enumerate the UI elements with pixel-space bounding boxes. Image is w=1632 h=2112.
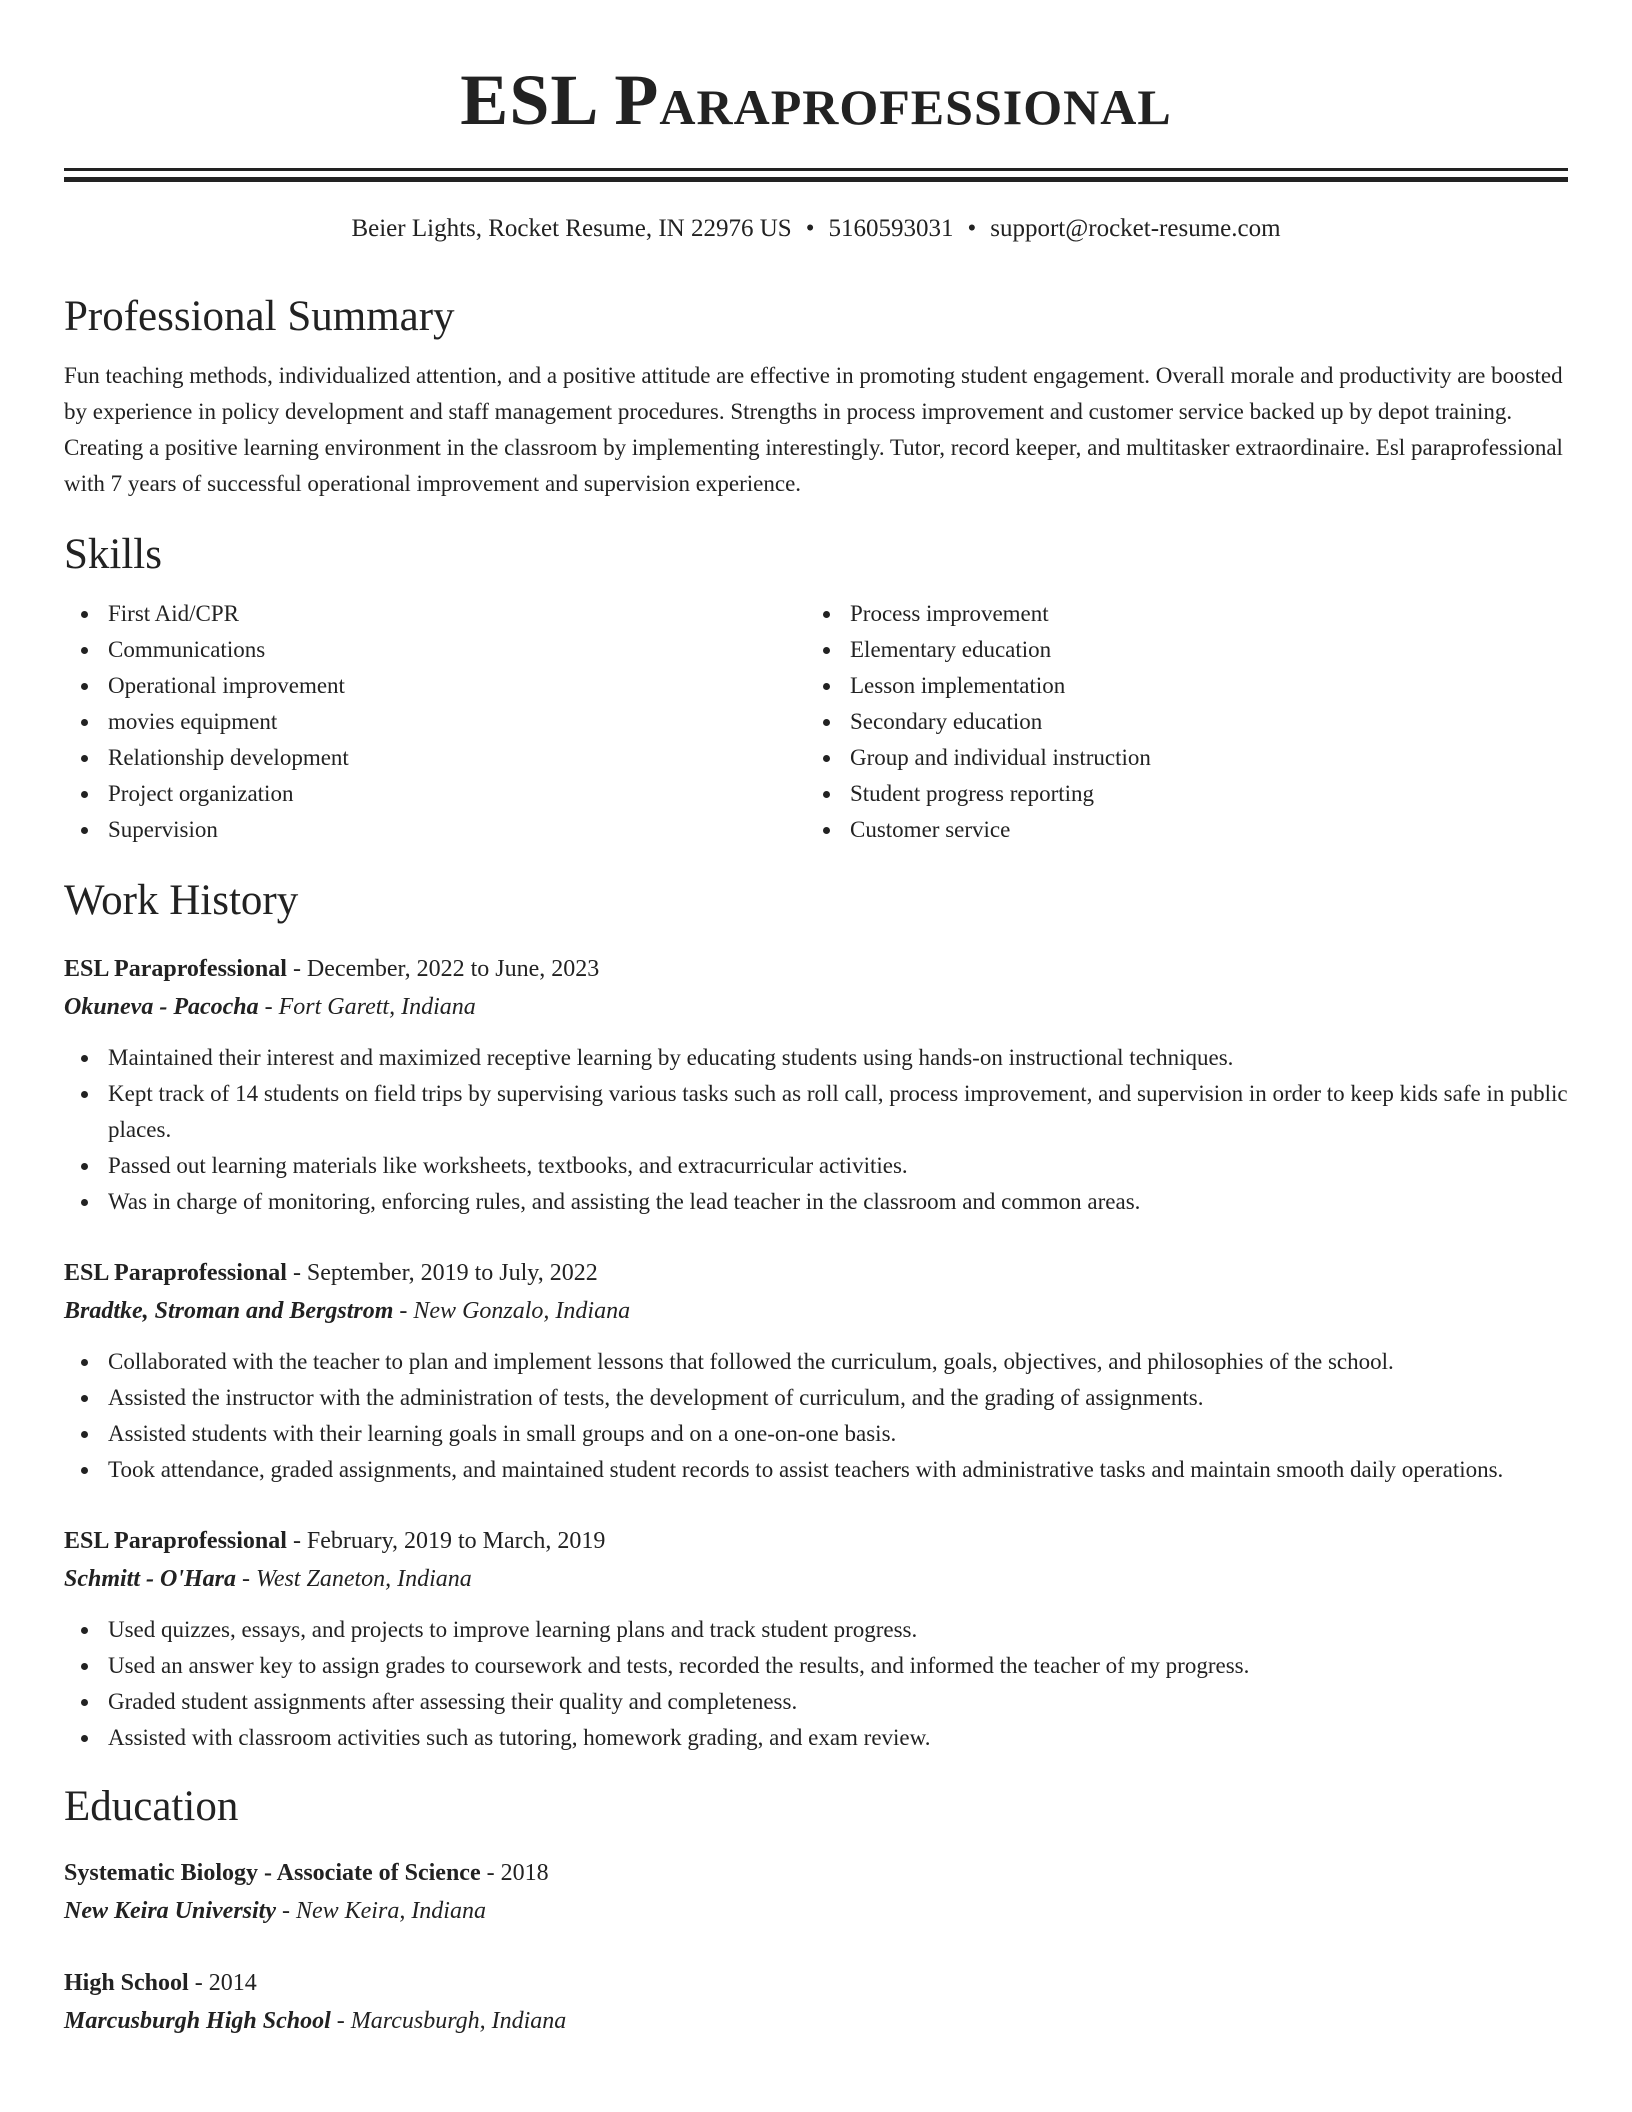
job-dates: - December, 2022 to June, 2023 xyxy=(286,956,600,982)
job-duty: Used an answer key to assign grades to coursework and tests, recorded the results, and informed the teacher of my progress. xyxy=(64,1648,1568,1684)
education-entry xyxy=(64,1964,1568,2040)
education-location: - New Keira, Indiana xyxy=(275,1898,486,1924)
job-title: ESL Paraprofessional xyxy=(64,956,287,982)
section-heading-work-history: Work History xyxy=(64,877,299,924)
job-dates: - February, 2019 to March, 2019 xyxy=(286,1528,606,1554)
job-company-line xyxy=(64,1560,1568,1598)
job-title-line xyxy=(64,1522,1568,1560)
job-duties xyxy=(64,1344,1568,1488)
skill-item: Secondary education xyxy=(806,704,1548,740)
skill-item: Process improvement xyxy=(806,596,1548,632)
job-entry xyxy=(64,1522,1568,1756)
skills-column-left xyxy=(64,596,806,848)
job-title: ESL Paraprofessional xyxy=(64,1528,287,1554)
skill-item: Communications xyxy=(64,632,806,668)
education-year: - 2014 xyxy=(188,1970,257,1996)
education-school-line xyxy=(64,1892,1568,1930)
education-degree-line xyxy=(64,1964,1568,2002)
skill-item: Lesson implementation xyxy=(806,668,1548,704)
job-company-line xyxy=(64,988,1568,1026)
education-degree-line xyxy=(64,1854,1568,1892)
job-location: - Fort Garett, Indiana xyxy=(258,994,476,1020)
education-year: - 2018 xyxy=(480,1860,549,1886)
job-title-line xyxy=(64,1254,1568,1292)
job-duties xyxy=(64,1612,1568,1756)
job-duties xyxy=(64,1040,1568,1220)
job-duty: Was in charge of monitoring, enforcing rules, and assisting the lead teacher in the classroom and common areas. xyxy=(64,1184,1568,1220)
title-divider-top xyxy=(64,168,1568,171)
resume-page xyxy=(64,0,1568,2040)
contact-email: support@rocket-resume.com xyxy=(990,215,1281,242)
job-title: ESL Paraprofessional xyxy=(64,1260,287,1286)
job-duty: Passed out learning materials like worksheets, textbooks, and extracurricular activities. xyxy=(64,1148,1568,1184)
job-company: Schmitt - O'Hara xyxy=(64,1566,237,1592)
contact-address: Beier Lights, Rocket Resume, IN 22976 US xyxy=(351,215,792,242)
job-duty: Took attendance, graded assignments, and maintained student records to assist teachers with administrative tasks and maintain smooth daily operations. xyxy=(64,1452,1568,1488)
skill-item: Group and individual instruction xyxy=(806,740,1548,776)
skill-item: Customer service xyxy=(806,812,1548,848)
job-company-line xyxy=(64,1292,1568,1330)
section-heading-education: Education xyxy=(64,1783,239,1830)
job-location: - West Zaneton, Indiana xyxy=(236,1566,472,1592)
education-school: Marcusburgh High School xyxy=(64,2008,331,2034)
job-location: - New Gonzalo, Indiana xyxy=(393,1298,631,1324)
education-degree: Systematic Biology - Associate of Science xyxy=(64,1860,481,1886)
skill-item: Project organization xyxy=(64,776,806,812)
job-duty: Collaborated with the teacher to plan and implement lessons that followed the curriculum, goals, objectives, and philosophies of the school. xyxy=(64,1344,1568,1380)
skill-item: movies equipment xyxy=(64,704,806,740)
job-company: Bradtke, Stroman and Bergstrom xyxy=(64,1298,394,1324)
title-divider-bottom xyxy=(64,177,1568,182)
contact-line xyxy=(64,214,1568,244)
contact-separator: • xyxy=(805,215,815,242)
summary-text: Fun teaching methods, individualized attention, and a positive attitude are effective in promoting student engagement. Overall morale and productivity are boosted by experience in policy development and staff management procedures. Strengths in process improvement and customer service backed up by depot training. Creating a positive learning environment in the classroom by implementing interestingly. Tutor, record keeper, and multitasker extraordinaire. Esl paraprofessional with 7 years of successful operational improvement and supervision experience. xyxy=(64,363,1563,496)
job-dates: - September, 2019 to July, 2022 xyxy=(286,1260,598,1286)
section-heading-skills: Skills xyxy=(64,531,162,578)
job-duty: Maintained their interest and maximized receptive learning by educating students using hands-on instructional techniques. xyxy=(64,1040,1568,1076)
education-school-line xyxy=(64,2002,1568,2040)
job-duty: Graded student assignments after assessing their quality and completeness. xyxy=(64,1684,1568,1720)
resume-title: ESL Paraprofessional xyxy=(460,60,1172,140)
education-entry xyxy=(64,1854,1568,1930)
skill-item: Operational improvement xyxy=(64,668,806,704)
job-duty: Kept track of 14 students on field trips by supervising various tasks such as roll call, process improvement, and supervision in order to keep kids safe in public places. xyxy=(64,1076,1568,1148)
skill-item: Relationship development xyxy=(64,740,806,776)
contact-phone: 5160593031 xyxy=(828,215,954,242)
job-title-line xyxy=(64,950,1568,988)
education-school: New Keira University xyxy=(64,1898,276,1924)
job-entry xyxy=(64,950,1568,1220)
skills-list xyxy=(64,596,1568,848)
education-location: - Marcusburgh, Indiana xyxy=(330,2008,567,2034)
job-duty: Used quizzes, essays, and projects to improve learning plans and track student progress. xyxy=(64,1612,1568,1648)
skills-column-right xyxy=(806,596,1548,848)
skill-item: First Aid/CPR xyxy=(64,596,806,632)
job-entry xyxy=(64,1254,1568,1488)
skill-item: Supervision xyxy=(64,812,806,848)
job-company: Okuneva - Pacocha xyxy=(64,994,259,1020)
education-degree: High School xyxy=(64,1970,189,1996)
skill-item: Elementary education xyxy=(806,632,1548,668)
job-duty: Assisted the instructor with the administration of tests, the development of curriculum, and the grading of assignments. xyxy=(64,1380,1568,1416)
job-duty: Assisted with classroom activities such as tutoring, homework grading, and exam review. xyxy=(64,1720,1568,1756)
job-duty: Assisted students with their learning goals in small groups and on a one-on-one basis. xyxy=(64,1416,1568,1452)
contact-separator: • xyxy=(967,215,977,242)
skill-item: Student progress reporting xyxy=(806,776,1548,812)
section-heading-summary: Professional Summary xyxy=(64,293,455,340)
